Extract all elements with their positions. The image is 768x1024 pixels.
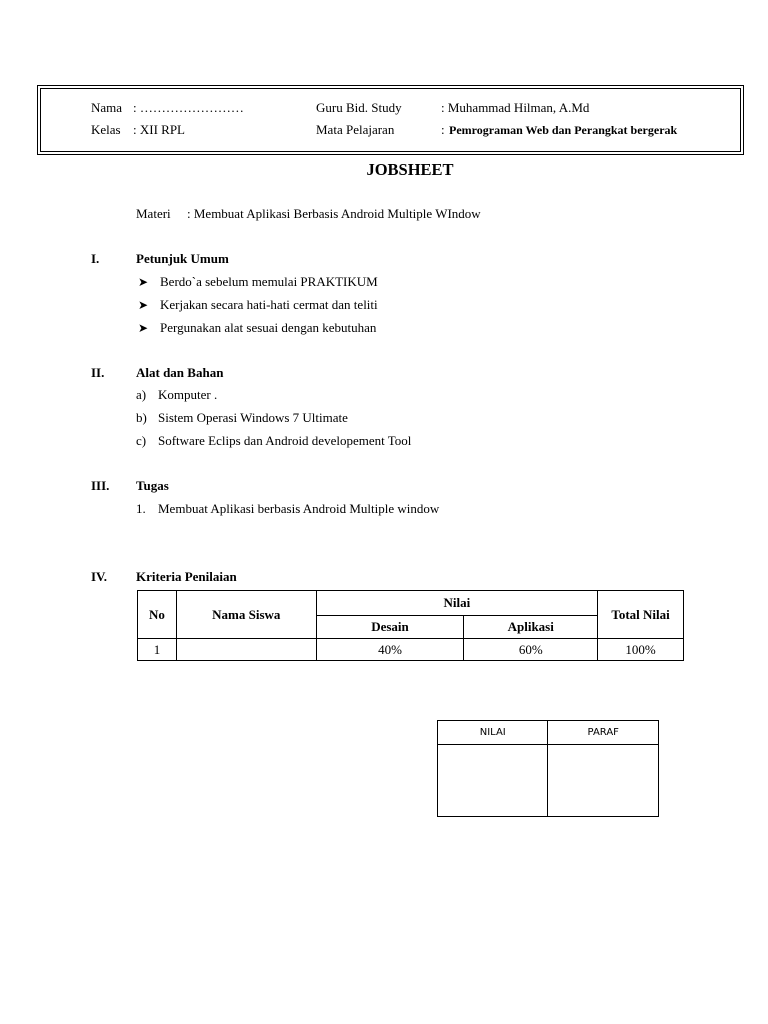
section-1-number: I. bbox=[91, 251, 100, 266]
paraf-label: PARAF bbox=[548, 721, 659, 745]
cell-no: 1 bbox=[138, 639, 177, 661]
materi-label: Materi bbox=[136, 206, 171, 221]
kelas-value: : XII RPL bbox=[133, 122, 185, 137]
list-item: ➤ Kerjakan secara hati-hati cermat dan teliti bbox=[138, 297, 378, 312]
list-item: a) Komputer . bbox=[136, 387, 218, 402]
nilai-label: NILAI bbox=[438, 721, 548, 745]
list-item: ➤ Pergunakan alat sesuai dengan kebutuhan bbox=[138, 320, 377, 335]
list-item: c) Software Eclips dan Android developement Tool bbox=[136, 433, 412, 448]
mapel-label: Mata Pelajaran bbox=[316, 122, 395, 137]
guru-label: Guru Bid. Study bbox=[316, 100, 402, 115]
arrowhead-bullet-icon: ➤ bbox=[138, 298, 149, 312]
section-4-title: Kriteria Penilaian bbox=[136, 569, 237, 584]
list-item: 1. Membuat Aplikasi berbasis Android Multiple window bbox=[136, 501, 440, 516]
nilai-paraf-box bbox=[437, 720, 659, 817]
guru-value: : Muhammad Hilman, A.Md bbox=[441, 100, 590, 115]
materi-value: : Membuat Aplikasi Berbasis Android Multiple WIndow bbox=[187, 206, 481, 221]
section-4-number: IV. bbox=[91, 569, 108, 584]
header-aplikasi: Aplikasi bbox=[464, 616, 598, 639]
cell-nama bbox=[176, 639, 316, 661]
nama-value: : …………………… bbox=[133, 100, 244, 115]
header-border-inner bbox=[40, 88, 741, 152]
arrowhead-bullet-icon: ➤ bbox=[138, 321, 149, 335]
section-3-title: Tugas bbox=[136, 478, 169, 493]
section-2-title: Alat dan Bahan bbox=[136, 365, 224, 380]
kriteria-table bbox=[137, 590, 684, 661]
cell-aplikasi: 60% bbox=[464, 639, 598, 661]
mapel-value: Pemrograman Web dan Perangkat bergerak bbox=[449, 123, 678, 137]
mapel-colon: : bbox=[441, 122, 445, 137]
table-row bbox=[138, 639, 684, 661]
kelas-label: Kelas bbox=[91, 122, 121, 137]
cell-desain: 40% bbox=[316, 639, 464, 661]
list-item: ➤ Berdo`a sebelum memulai PRAKTIKUM bbox=[138, 274, 378, 289]
list-item: b) Sistem Operasi Windows 7 Ultimate bbox=[136, 410, 348, 425]
paraf-field[interactable] bbox=[548, 745, 659, 817]
section-1-title: Petunjuk Umum bbox=[136, 251, 229, 266]
nilai-field[interactable] bbox=[438, 745, 548, 817]
page-title: JOBSHEET bbox=[366, 160, 454, 179]
nama-label: Nama bbox=[91, 100, 123, 115]
header-nama-siswa: Nama Siswa bbox=[176, 591, 316, 639]
header-total-nilai: Total Nilai bbox=[598, 591, 684, 639]
section-3-number: III. bbox=[91, 478, 110, 493]
cell-total: 100% bbox=[598, 639, 684, 661]
arrowhead-bullet-icon: ➤ bbox=[138, 275, 149, 289]
header-nilai: Nilai bbox=[316, 591, 597, 616]
section-2-number: II. bbox=[91, 365, 105, 380]
header-no: No bbox=[138, 591, 177, 639]
header-desain: Desain bbox=[316, 616, 464, 639]
